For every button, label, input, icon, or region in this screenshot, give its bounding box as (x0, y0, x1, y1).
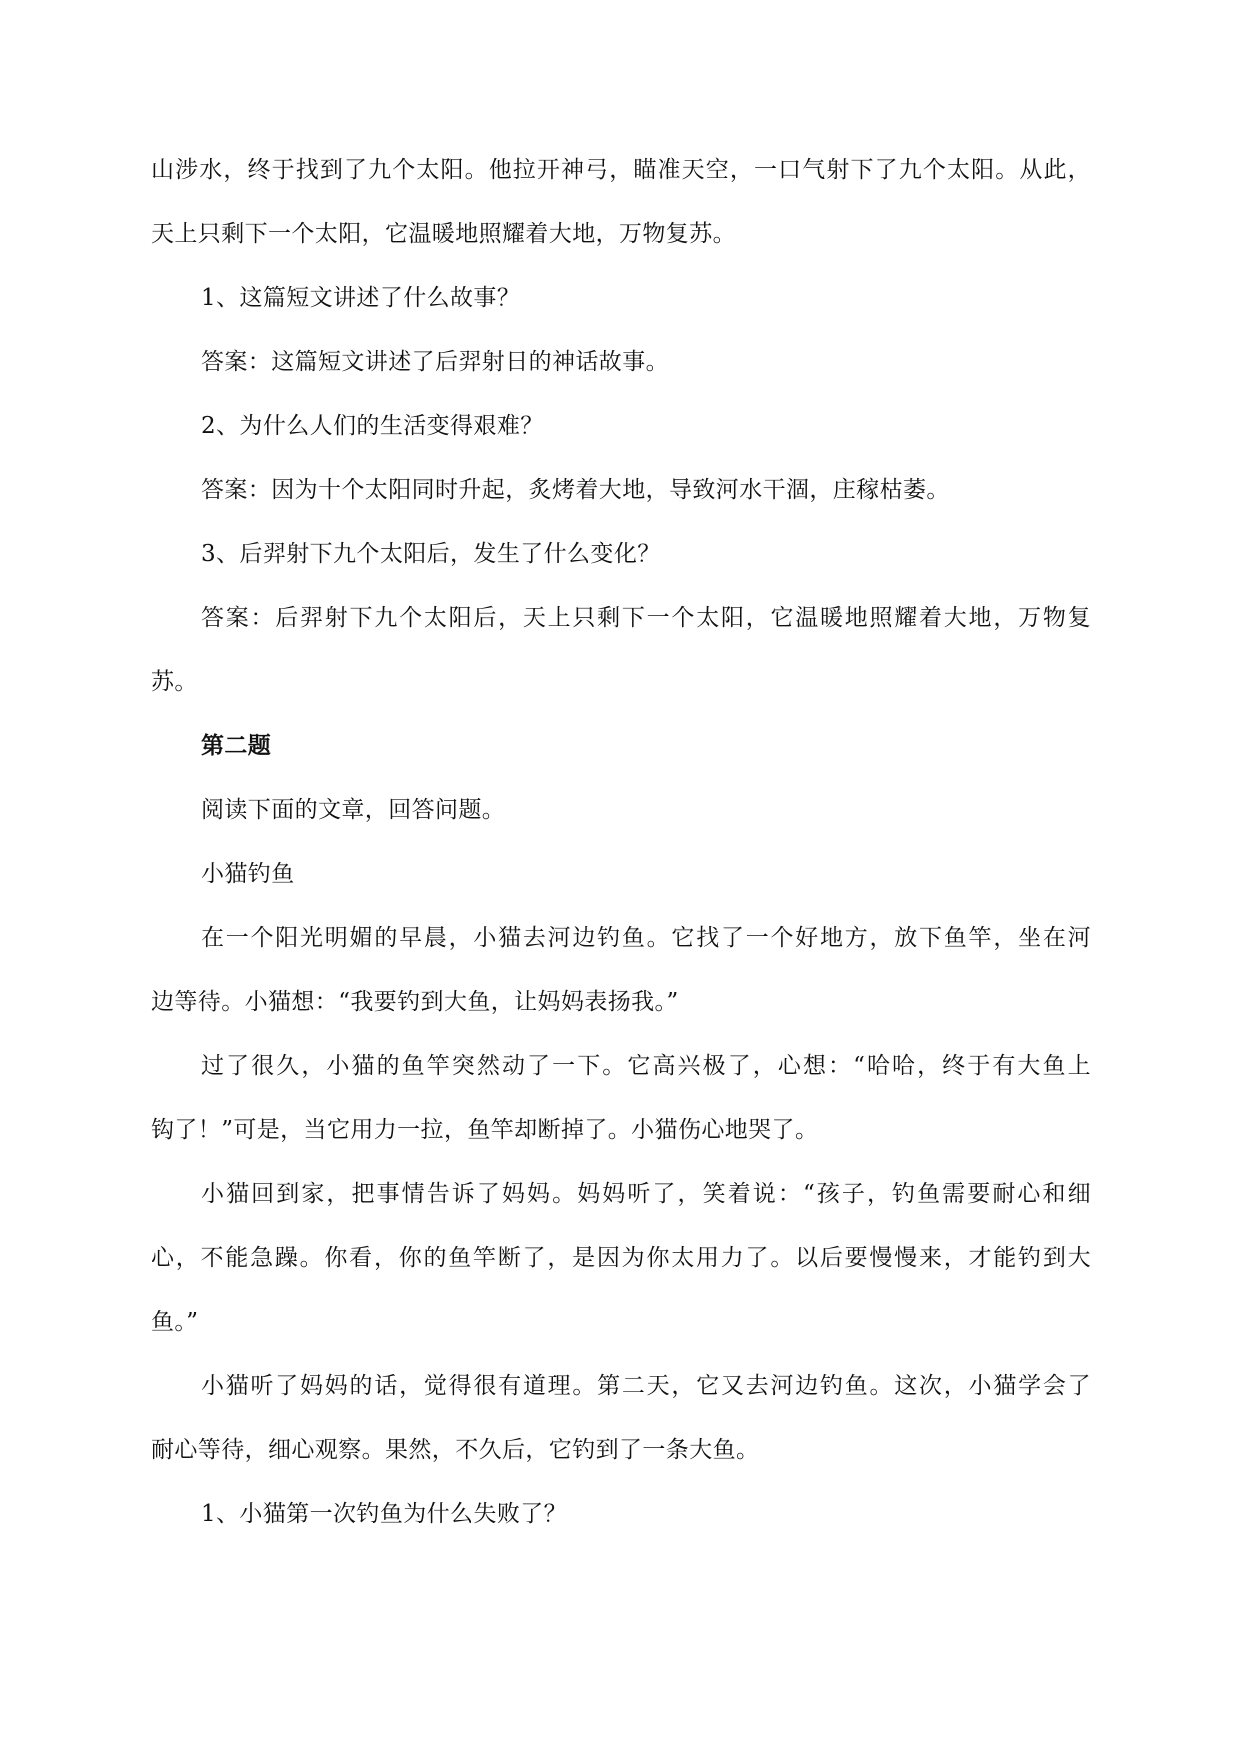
paragraph-line: 钩了！”可是，当它用力一拉，鱼竿却断掉了。小猫伤心地哭了。 (151, 1117, 819, 1143)
instruction: 阅读下面的文章，回答问题。 (201, 797, 506, 823)
story-title: 小猫钓鱼 (201, 861, 295, 887)
paragraph-line: 心，不能急躁。你看，你的鱼竿断了，是因为你太用力了。以后要慢慢来，才能钓到大 (151, 1245, 1091, 1271)
question-line: 1、小猫第一次钓鱼为什么失败了？ (201, 1501, 568, 1527)
paragraph-line: 在一个阳光明媚的早晨，小猫去河边钓鱼。它找了一个好地方，放下鱼竿，坐在河 (201, 925, 1091, 951)
question-3: 3、后羿射下九个太阳后，发生了什么变化？ (201, 541, 661, 567)
paragraph-line: 鱼。” (151, 1309, 199, 1335)
answer-1: 答案：这篇短文讲述了后羿射日的神话故事。 (201, 349, 669, 375)
paragraph-line: 小猫回到家，把事情告诉了妈妈。妈妈听了，笑着说：“孩子，钓鱼需要耐心和细 (201, 1181, 1091, 1207)
paragraph-line: 小猫听了妈妈的话，觉得很有道理。第二天，它又去河边钓鱼。这次，小猫学会了 (201, 1373, 1091, 1399)
answer-3-continued: 苏。 (151, 669, 198, 695)
question-2: 2、为什么人们的生活变得艰难？ (201, 413, 544, 439)
section-heading: 第二题 (201, 732, 272, 759)
question-1: 1、这篇短文讲述了什么故事？ (201, 285, 521, 311)
answer-3: 答案：后羿射下九个太阳后，天上只剩下一个太阳，它温暖地照耀着大地，万物复 (201, 605, 1091, 631)
paragraph-line: 耐心等待，细心观察。果然，不久后，它钓到了一条大鱼。 (151, 1437, 760, 1463)
paragraph-line: 山涉水，终于找到了九个太阳。他拉开神弓，瞄准天空，一口气射下了九个太阳。从此， (151, 157, 1091, 183)
document-body (151, 138, 1091, 1546)
paragraph-line: 过了很久，小猫的鱼竿突然动了一下。它高兴极了，心想：“哈哈，终于有大鱼上 (201, 1053, 1091, 1079)
answer-2: 答案：因为十个太阳同时升起，炙烤着大地，导致河水干涸，庄稼枯萎。 (201, 477, 950, 503)
paragraph-line: 天上只剩下一个太阳，它温暖地照耀着大地，万物复苏。 (151, 221, 736, 247)
paragraph-line: 边等待。小猫想：“我要钓到大鱼，让妈妈表扬我。” (151, 989, 679, 1015)
